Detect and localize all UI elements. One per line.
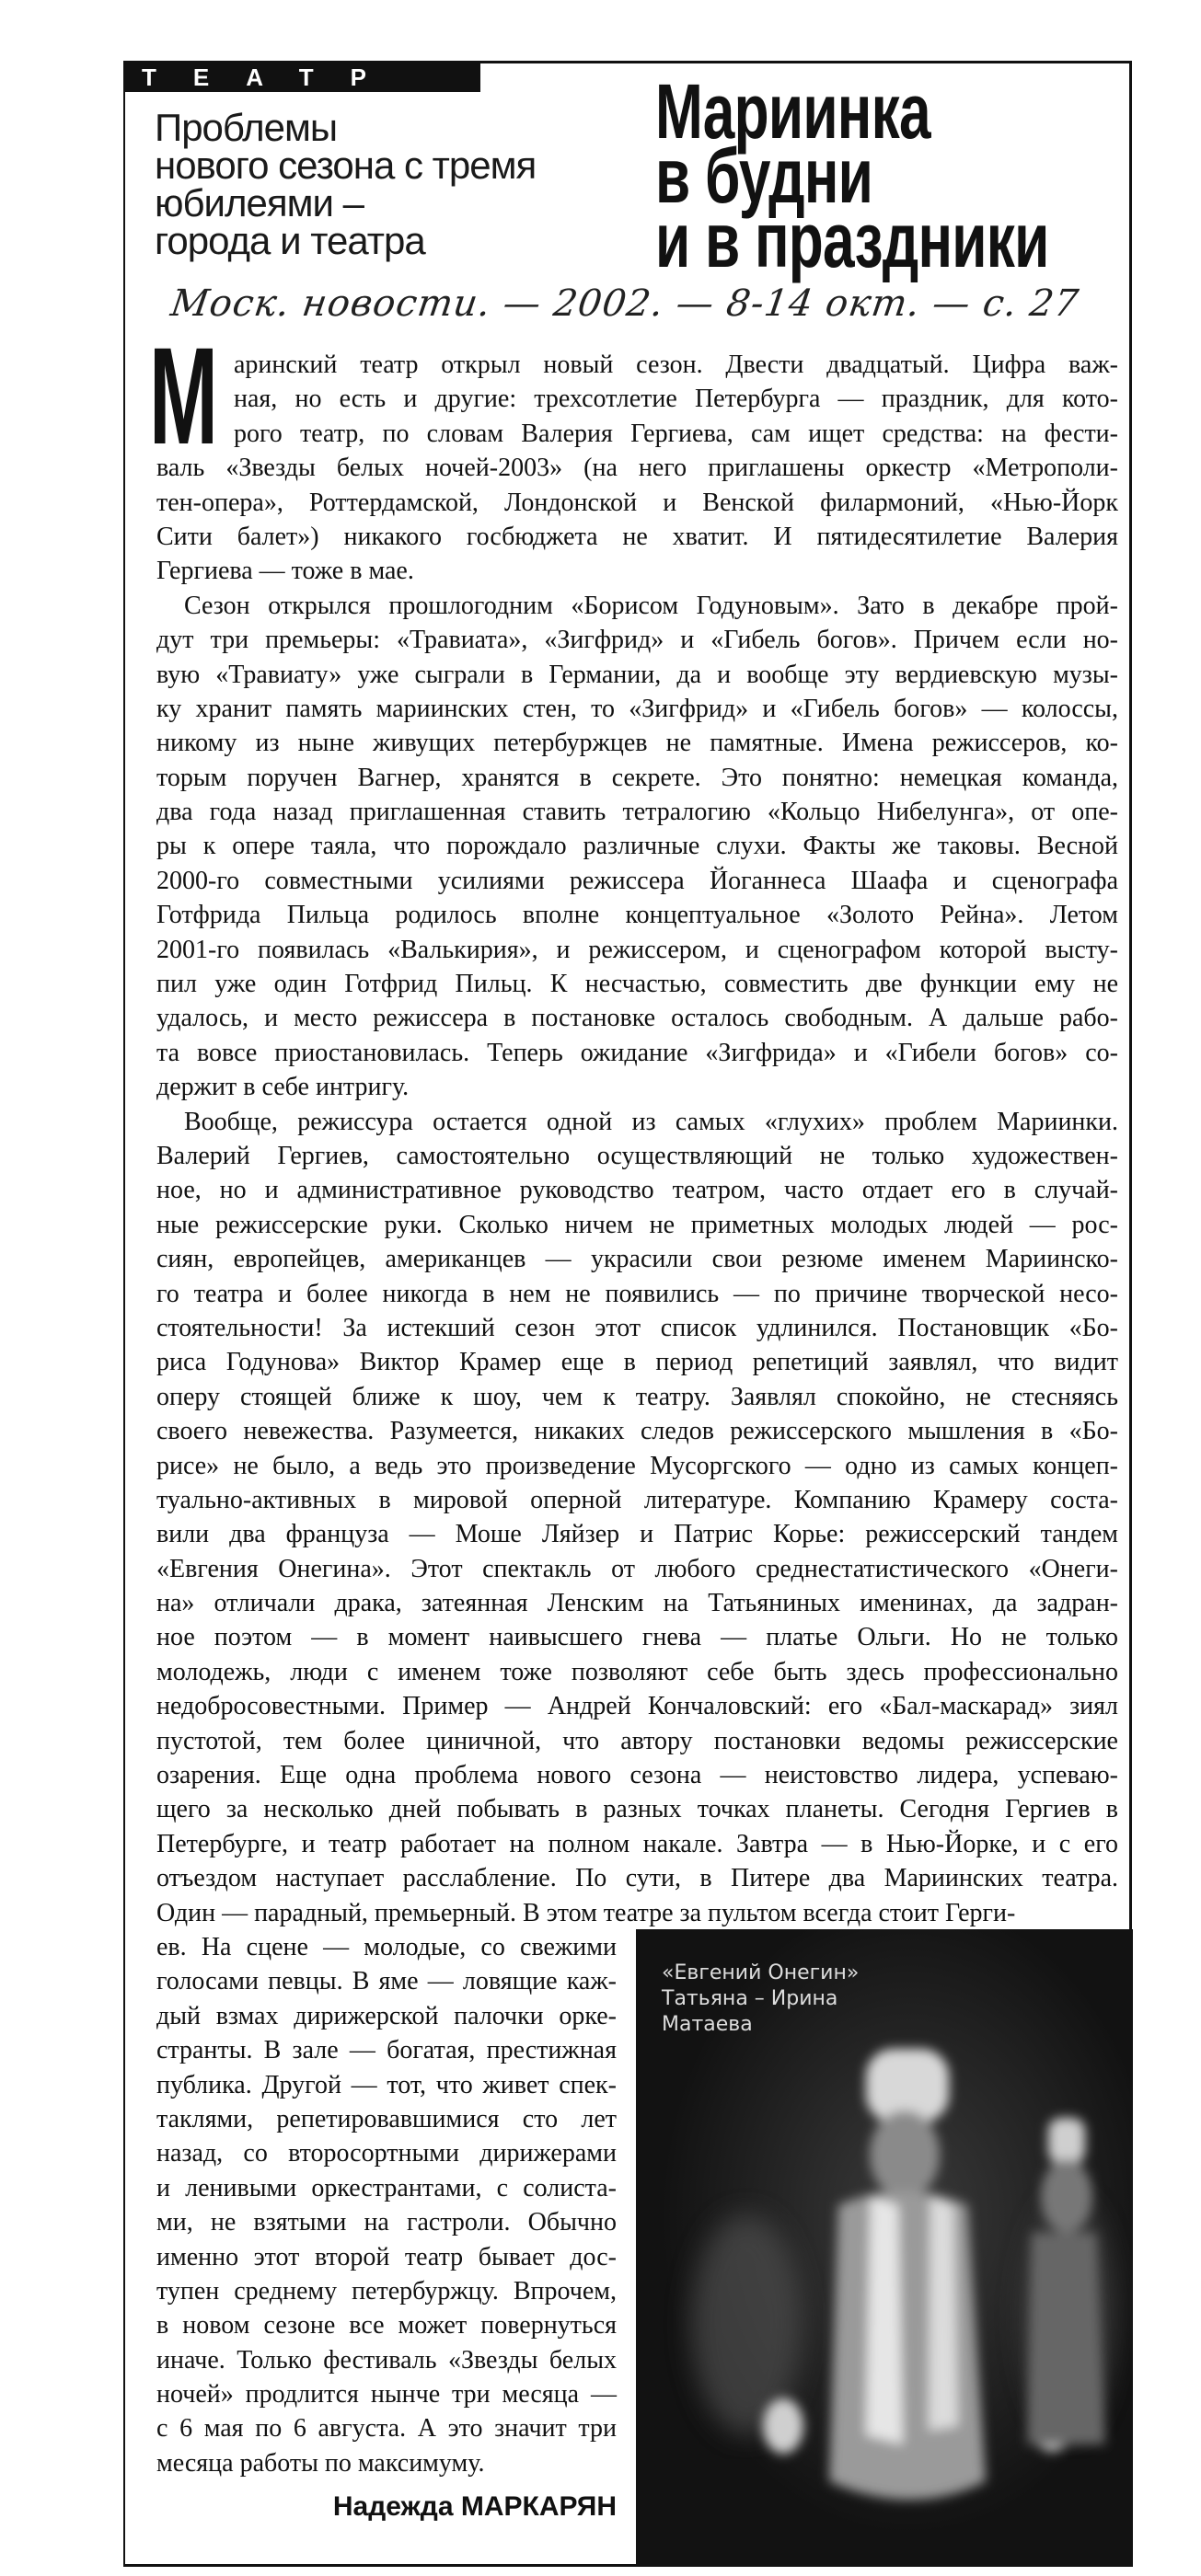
text-line: Готфрида Пильца родилось вполне концептуальное «Золото Рейна». Летом <box>156 901 1118 930</box>
headline-line: в будни <box>655 132 873 219</box>
text-line: ку хранит память мариинских стен, то «Зигфрид» и «Гибель богов» — колоссы, <box>156 694 1118 723</box>
text-line: таклями, репетировавшимися сто лет <box>156 2104 617 2133</box>
article-body <box>156 348 1118 1930</box>
text-line: Сити балет») никакого госбюджета не хватит. И пятидесятилетие Валерия <box>156 522 1118 551</box>
text-line: пил уже один Готфрид Пильц. К несчастью, совместить две функции ему не <box>156 970 1118 999</box>
text-line: голосами певцы. В яме — ловящие каж- <box>156 1967 617 1996</box>
subtitle-line: Проблемы <box>155 106 338 149</box>
text-line: 2001-го появилась «Валькирия», и режиссером, и сценографом которой высту- <box>156 935 1118 964</box>
text-line: недобросовестными. Пример — Андрей Кончаловский: его «Бал-маскарад» зиял <box>156 1692 1118 1721</box>
article-subtitle <box>155 106 537 262</box>
text-line: Вообще, режиссура остается одной из самых «глухих» проблем Мариинки. <box>184 1107 1118 1136</box>
text-line: держит в себе интригу. <box>156 1073 410 1102</box>
handwritten-source-note: Моск. новости. — 2002. — 8-14 окт. — с. 27 <box>167 282 1082 325</box>
headline-line: и в праздники <box>655 197 1049 283</box>
section-rubric: ТЕАТР <box>125 63 480 92</box>
paragraph <box>156 348 1118 589</box>
text-line: два года назад приглашенная ставить тетралогию «Кольцо Нибелунга», от опе- <box>156 798 1118 827</box>
text-line: вую «Травиату» уже сыграли в Германии, да и вообще эту вердиевскую музы- <box>156 660 1118 689</box>
subtitle-line: города и театра <box>155 219 425 262</box>
text-line: Гергиева — тоже в мае. <box>156 557 414 586</box>
text-line: ное поэтом — в момент наивысшего гнева — платье Ольги. Но не только <box>156 1623 1118 1652</box>
text-line: валь «Звезды белых ночей-2003» (на него приглашены оркестр «Метрополи- <box>156 454 1118 483</box>
text-line: «Евгения Онегина». Этот спектакль от любого среднестатистического «Онеги- <box>156 1554 1118 1583</box>
text-line: публика. Другой — тот, что живет спек- <box>156 2070 617 2099</box>
text-line: риса Годунова» Виктор Крамер еще в период репетиций заявлял, что видит <box>156 1348 1118 1377</box>
text-line: ми, не взятыми на гастроли. Обычно <box>156 2208 617 2237</box>
text-line: Петербурге, и театр работает на полном накале. Завтра — в Нью-Йорке, и с его <box>156 1829 1118 1858</box>
text-line: та вовсе приостановилась. Теперь ожидание «Зигфрида» и «Гибели богов» со- <box>156 1038 1118 1067</box>
text-line: аринский театр открыл новый сезон. Двести двадцатый. Цифра важ- <box>234 351 1118 379</box>
text-line: молодежь, люди с именем тоже позволяют себе быть здесь профессионально <box>156 1657 1118 1686</box>
text-line: торым поручен Вагнер, хранятся в секрете. Это понятно: немецкая команда, <box>156 763 1118 792</box>
text-line: сиян, европейцев, американцев — украсили свои резюме именем Мариинско- <box>156 1245 1118 1274</box>
text-line: никому из ныне живущих петербуржцев не памятные. Имена режиссеров, ко- <box>156 729 1118 758</box>
caption-line: Татьяна – Ирина <box>662 1987 838 2010</box>
text-line: отъездом наступает расслабление. По сути, в Питере два Мариинских театра. <box>156 1864 1118 1893</box>
caption-line: «Евгений Онегин» <box>662 1961 860 1984</box>
text-line: стоятельности! За истекший сезон этот список удлинился. Постановщик «Бо- <box>156 1313 1118 1342</box>
drop-cap: М <box>149 318 218 473</box>
text-line: удалось, и место режиссера в постановке осталось свободным. А дальше рабо- <box>156 1004 1118 1033</box>
text-line: ные режиссерские руки. Сколько ничем не приметных молодых людей — рос- <box>156 1210 1118 1239</box>
text-line: рисе» не было, а ведь это произведение Мусоргского — одно из самых концеп- <box>156 1451 1118 1480</box>
subtitle-line: нового сезона с тремя <box>155 144 537 187</box>
text-line: Один — парадный, премьерный. В этом театре за пультом всегда стоит Герги- <box>156 1898 1016 1927</box>
article-headline <box>655 68 1049 283</box>
text-line: пустотой, тем более циничной, что автору постановки ведомы режиссерские <box>156 1726 1118 1755</box>
text-line: озарения. Еще одна проблема нового сезона — неистовство лидера, успеваю- <box>156 1761 1118 1790</box>
text-line: дый взмах дирижерской палочки орке- <box>156 2001 617 2030</box>
subtitle-line: юбилеями – <box>155 181 364 224</box>
text-line: дут три премьеры: «Травиата», «Зигфрид» и «Гибель богов». Причем если но- <box>156 626 1118 655</box>
text-line: месяца работы по максимуму. <box>156 2448 485 2478</box>
paragraph <box>156 1105 1118 1930</box>
text-line: именно этот второй театр бывает дос- <box>156 2242 617 2271</box>
text-line: ная, но есть и другие: трехсотлетие Петербурга — праздник, для кото- <box>234 385 1118 414</box>
text-line: назад, со второсортными дирижерами <box>156 2139 617 2168</box>
photo-caption <box>662 1961 859 2038</box>
text-line: вили два француза — Моше Ляйзер и Патрис Корье: режиссерский тандем <box>156 1520 1118 1549</box>
text-line: туально-активных в мировой оперной литературе. Компанию Крамеру соста- <box>156 1485 1118 1514</box>
text-line: и ленивыми оркестрантами, с солиста- <box>156 2173 617 2202</box>
caption-line: Матаева <box>662 2013 753 2036</box>
text-line: тен-опера», Роттердамской, Лондонской и Венской филармоний, «Нью-Йорк <box>156 488 1118 517</box>
text-line: с 6 мая по 6 августа. А это значит три <box>156 2414 617 2444</box>
paragraph <box>156 589 1118 1105</box>
text-line: Валерий Гергиев, самостоятельно осуществляющий не только художествен- <box>156 1141 1118 1170</box>
text-line: 2000-го совместными усилиями режиссера Йоганнеса Шаафа и сценографа <box>156 866 1118 895</box>
text-line: в новом сезоне все может повернуться <box>156 2311 617 2340</box>
text-line: своего невежества. Разумеется, никаких следов режиссерского мышления в «Бо- <box>156 1417 1118 1446</box>
article-body-narrow-column <box>156 1930 617 2480</box>
text-line: на» отличали драка, затеянная Ленским на Татьяниных именинах, да задран- <box>156 1589 1118 1618</box>
text-line: оперу стоящей ближе к шоу, чем к театру. Заявлял спокойно, не стесняясь <box>156 1382 1118 1411</box>
author-byline: Надежда МАРКАРЯН <box>332 2491 617 2522</box>
text-line: ры к опере таяла, что порождало различные слухи. Факты же таковы. Весной <box>156 832 1118 861</box>
text-line: ночей» продлится нынче три месяца — <box>156 2380 617 2409</box>
text-line: тупен среднему петербуржцу. Впрочем, <box>156 2276 617 2306</box>
text-line: иначе. Только фестиваль «Звезды белых <box>156 2345 617 2375</box>
text-line: ев. На сцене — молодые, со свежими <box>156 1933 617 1961</box>
text-line: го театра и более никогда в нем не появились — по причине творческой несо- <box>156 1279 1118 1308</box>
text-line: щего за несколько дней побывать в разных точках планеты. Сегодня Гергиев в <box>156 1795 1118 1824</box>
text-line: странты. В зале — богатая, престижная <box>156 2036 617 2065</box>
photo-eugene-onegin <box>636 1929 1133 2567</box>
text-line: ное, но и административное руководство театром, часто отдает его в случай- <box>156 1176 1118 1205</box>
text-line: рого театр, по словам Валерия Гергиева, сам ищет средства: на фести- <box>234 419 1118 448</box>
text-line: Сезон открылся прошлогодним «Борисом Годуновым». Зато в декабре прой- <box>184 591 1118 620</box>
headline-line: Мариинка <box>655 68 930 155</box>
